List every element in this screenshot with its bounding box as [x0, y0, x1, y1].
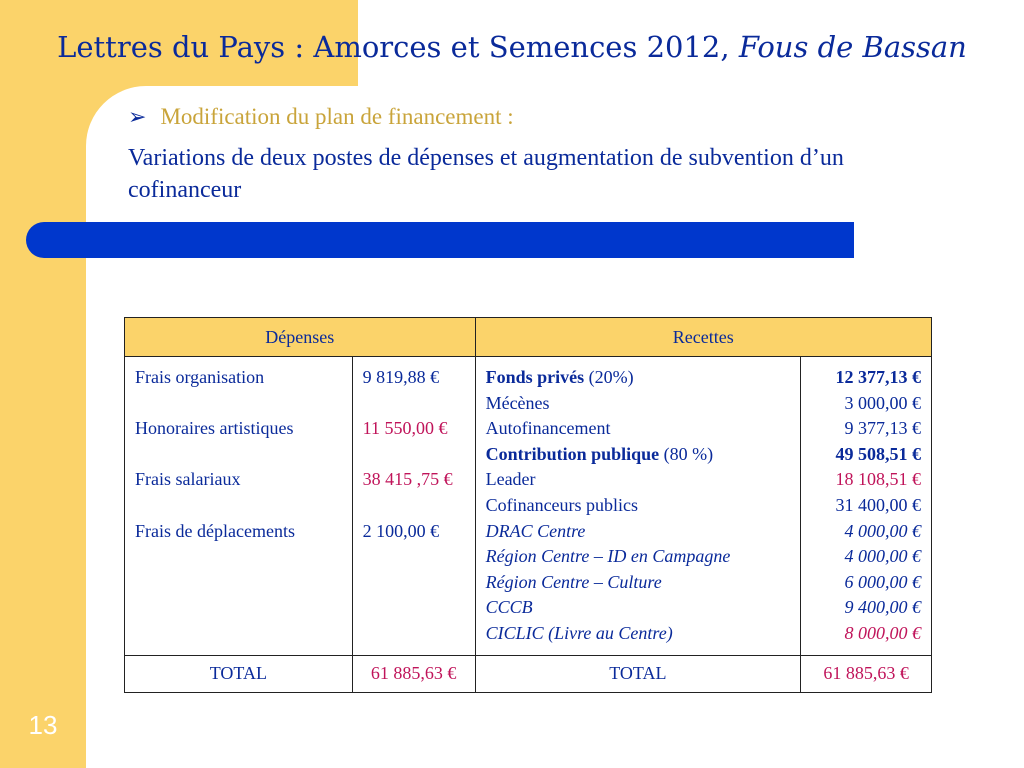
depense-label: Frais de déplacements — [135, 520, 295, 541]
recette-label: DRAC Centre — [485, 520, 586, 541]
recette-amount: 31 400,00 € — [835, 494, 921, 515]
recette-amount: 4 000,00 € — [844, 546, 921, 567]
section-description: Variations de deux postes de dépenses et augmentation de subvention d’un cofinanceur — [128, 145, 844, 203]
arrow-bullet-icon: ➢ — [128, 104, 147, 129]
recette-label: Leader — [485, 469, 536, 490]
recette-amount: 9 400,00 € — [844, 597, 921, 618]
slide-title-main: Lettres du Pays : Amorces et Semences 2012, — [57, 30, 739, 64]
header-recettes: Recettes — [475, 318, 931, 357]
header-depenses: Dépenses — [125, 318, 476, 357]
recette-label: Autofinancement — [485, 418, 611, 439]
recette-amount: 12 377,13 € — [835, 367, 921, 387]
depenses-amounts-cell — [352, 357, 475, 656]
recette-amount-changed: 8 000,00 € — [844, 622, 921, 643]
depense-amount: 2 100,00 € — [362, 520, 440, 541]
total-depenses-amount: 61 885,63 € — [352, 655, 475, 692]
slide-title — [0, 30, 1024, 64]
depense-label: Frais salariaux — [135, 469, 241, 490]
total-recettes-amount: 61 885,63 € — [801, 655, 932, 692]
recette-amount: 4 000,00 € — [844, 520, 921, 541]
recette-label: Région Centre – Culture — [485, 571, 662, 592]
section-heading-text: Modification du plan de financement : — [160, 104, 514, 129]
recettes-labels-cell — [475, 357, 801, 656]
left-accent-band — [0, 0, 86, 768]
slide-number: 13 — [28, 710, 58, 740]
recette-label-fonds-prives: Fonds privés (20%) — [485, 367, 634, 387]
section-heading — [128, 104, 888, 130]
table-header-row — [125, 318, 932, 357]
recette-label-contribution-publique: Contribution publique (80 %) — [485, 443, 714, 464]
decorative-blue-bar — [26, 222, 854, 258]
table-total-row — [125, 655, 932, 692]
depense-amount: 9 819,88 € — [362, 367, 440, 387]
depense-amount-changed: 38 415 ,75 € — [362, 469, 453, 490]
recette-amount: 49 508,51 € — [835, 443, 921, 464]
slide-title-italic: Fous de Bassan — [738, 30, 967, 64]
depenses-labels-cell — [125, 357, 353, 656]
recette-label: Mécènes — [485, 392, 550, 413]
recette-amount-changed: 18 108,51 € — [835, 469, 921, 490]
recette-amount: 6 000,00 € — [844, 571, 921, 592]
depense-amount-changed: 11 550,00 € — [362, 418, 448, 439]
recette-amount: 3 000,00 € — [844, 392, 921, 413]
recette-label: CCCB — [485, 597, 533, 618]
total-depenses-label: TOTAL — [125, 655, 353, 692]
depense-label: Frais organisation — [135, 367, 265, 387]
recette-label: Région Centre – ID en Campagne — [485, 546, 731, 567]
depense-label: Honoraires artistiques — [135, 418, 294, 439]
recettes-amounts-cell — [801, 357, 932, 656]
recette-label: CICLIC (Livre au Centre) — [485, 622, 673, 643]
recette-label: Cofinanceurs publics — [485, 494, 639, 515]
table-body-row — [125, 357, 932, 656]
total-recettes-label: TOTAL — [475, 655, 801, 692]
recette-amount: 9 377,13 € — [844, 418, 921, 439]
financing-plan-table — [124, 317, 932, 693]
